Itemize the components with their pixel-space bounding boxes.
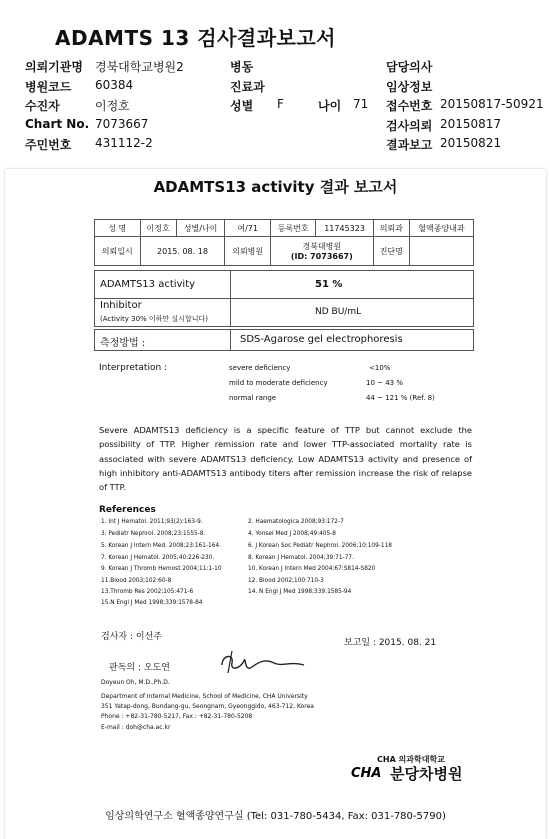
field-label-receipt-no: 접수번호 bbox=[386, 99, 433, 113]
info-cell bbox=[409, 237, 473, 266]
info-cell: 의뢰병원 bbox=[225, 237, 271, 266]
field-value-sex: F bbox=[277, 97, 284, 111]
field-value-hospital-code: 60384 bbox=[95, 78, 134, 92]
activity-label: ADAMTS13 activity bbox=[100, 279, 196, 290]
phone-fax: Phone : +82-31-780-5217, Fax : +82-31-780-5208 bbox=[101, 713, 253, 720]
info-cell: 11745323 bbox=[316, 220, 373, 237]
field-label-patient: 수진자 bbox=[25, 99, 60, 113]
reference-item: 10. Korean J Intern Med 2004;67:S814-S820 bbox=[248, 566, 376, 572]
report-footer: 임상의학연구소 혈액종양연구실 (Tel: 031-780-5434, Fax: 031-780-5790) bbox=[105, 811, 446, 822]
field-value-report-date: 20150821 bbox=[440, 136, 502, 150]
reference-item: 3. Pediatr Nephrol. 2008;23:1555-8. bbox=[101, 531, 206, 537]
field-label-chart-no: Chart No. bbox=[25, 117, 90, 131]
inhibitor-note: (Activity 30% 이하만 실시합니다) bbox=[100, 315, 208, 323]
inhibitor-value: ND BU/mL bbox=[315, 307, 362, 317]
info-cell: 혈액종양내과 bbox=[409, 220, 473, 237]
interp-mild-label: mild to moderate deficiency bbox=[229, 379, 328, 387]
info-cell: 진단명 bbox=[373, 237, 409, 266]
address-line: 351 Yatap-dong, Bundang-gu, Seongnam, Gyeonggido, 463-712, Korea bbox=[101, 703, 314, 710]
field-label-clinical-info: 임상정보 bbox=[386, 80, 433, 94]
info-cell: 의뢰과 bbox=[373, 220, 409, 237]
field-label-sex: 성별 bbox=[230, 99, 254, 113]
reference-item: 15.N Engl J Med 1998;339:1578-84 bbox=[101, 600, 203, 606]
field-label-department: 진료과 bbox=[230, 80, 265, 94]
field-label-request-date: 검사의뢰 bbox=[386, 119, 433, 133]
field-value-age: 71 bbox=[353, 97, 369, 111]
reference-item: 12. Blood 2002;100:710-3 bbox=[248, 578, 324, 584]
field-value-request-date: 20150817 bbox=[440, 117, 502, 131]
email: E-mail : doh@cha.ac.kr bbox=[101, 724, 171, 731]
logo-main: 분당차병원 bbox=[390, 765, 463, 783]
activity-value: 51 % bbox=[315, 279, 343, 290]
report-date: 보고일 : 2015. 08. 21 bbox=[344, 638, 437, 648]
field-label-ward: 병동 bbox=[230, 60, 254, 74]
reader: 판독의 : 오도연 bbox=[109, 663, 170, 673]
reference-item: 7. Korean J Hematol. 2005;40:226-230. bbox=[101, 555, 215, 561]
requesting-hospital: 경북대병원 bbox=[302, 242, 342, 251]
field-value-chart-no: 7073667 bbox=[95, 117, 149, 131]
info-cell: 2015. 08. 18 bbox=[140, 237, 225, 266]
field-label-institution: 의뢰기관명 bbox=[25, 60, 83, 74]
svg-text:CHA: CHA bbox=[351, 766, 381, 781]
interp-severe-label: severe deficiency bbox=[229, 364, 291, 372]
info-cell: 이정호 bbox=[140, 220, 176, 237]
field-value-receipt-no: 20150817-50921 bbox=[440, 97, 544, 111]
reference-item: 4. Yonsei Med J 2008;49:405-8 bbox=[248, 531, 336, 537]
address-line: Department of Internal Medicine, School of Medicine, CHA University bbox=[101, 693, 308, 700]
info-cell: 의뢰일시 bbox=[95, 237, 141, 266]
report-title: ADAMTS13 activity 결과 보고서 bbox=[153, 178, 398, 196]
reference-item: 13.Thromb Res 2002;105:471-6 bbox=[101, 589, 194, 595]
description-text: Severe ADAMTS13 deficiency is a specific feature of TTP but cannot exclude the possibility of TTP. Higher remission rate and lower TTP-associated mortality rate is associated with severe ADAMTS13 deficiency. Low ADAMTS13 activity and presence of high inhibitory anti-ADAMTS13 antibody titers after remission increase the risk of relapse of TTP. bbox=[99, 425, 472, 493]
interp-normal-value: 44 ~ 121 % (Ref. 8) bbox=[366, 394, 435, 402]
field-label-hospital-code: 병원코드 bbox=[25, 80, 72, 94]
doctor-name: Doyeun Oh, M.D.,Ph.D. bbox=[101, 679, 170, 686]
interp-normal-label: normal range bbox=[229, 394, 277, 402]
reference-item: 2. Haematologica 2008;93:172-7 bbox=[248, 519, 344, 525]
reference-item: 9. Korean J Thromb Hemost 2004;11:1-10 bbox=[101, 566, 222, 572]
field-value-institution: 경북대학교병원2 bbox=[95, 60, 184, 74]
report-page bbox=[5, 169, 546, 839]
info-cell: 여/71 bbox=[225, 220, 271, 237]
field-value-resident-no: 431112-2 bbox=[95, 136, 153, 150]
signature-image bbox=[218, 647, 308, 677]
reference-item: 14. N Engl J Med 1998;339:1585-94 bbox=[248, 589, 352, 595]
field-value-patient: 이정호 bbox=[95, 99, 130, 113]
field-label-age: 나이 bbox=[318, 99, 342, 113]
info-cell: 등록번호 bbox=[270, 220, 316, 237]
interp-mild-value: 10 ~ 43 % bbox=[366, 379, 404, 387]
logo-subtitle: CHA 의과학대학교 bbox=[377, 755, 445, 764]
field-label-resident-no: 주민번호 bbox=[25, 138, 72, 152]
field-label-doctor: 담당의사 bbox=[386, 60, 433, 74]
cha-logo-mark bbox=[351, 763, 381, 781]
results-box bbox=[94, 270, 474, 327]
method-value: SDS-Agarose gel electrophoresis bbox=[240, 334, 403, 345]
patient-info-table bbox=[94, 219, 474, 266]
interpretation-label: Interpretation : bbox=[99, 363, 168, 373]
field-label-report-date: 결과보고 bbox=[386, 138, 433, 152]
method-box bbox=[94, 329, 474, 351]
inhibitor-label: Inhibitor bbox=[100, 300, 142, 311]
reference-item: 11.Blood 2003;102:60-8 bbox=[101, 578, 172, 584]
reference-item: 6. J Korean Soc Pediatr Nephrol. 2006;10:109-118 bbox=[248, 543, 392, 549]
info-cell-hospital bbox=[270, 237, 373, 266]
document-title: ADAMTS 13 검사결과보고서 bbox=[55, 26, 337, 50]
interp-severe-value: <10% bbox=[369, 364, 391, 372]
references-title: References bbox=[99, 505, 156, 515]
info-cell: 성별/나이 bbox=[176, 220, 225, 237]
examiner: 검사자 : 이선주 bbox=[101, 632, 162, 642]
hospital-id: (ID: 7073667) bbox=[290, 252, 353, 261]
reference-item: 8. Korean J Hematol. 2004;39:71-77. bbox=[248, 555, 354, 561]
method-label: 측정방법 : bbox=[100, 338, 146, 349]
reference-item: 1. Int J Hematol. 2011;93(2):163-9. bbox=[101, 519, 203, 525]
reference-item: 5. Korean J Intern Med. 2008;23:161-164. bbox=[101, 543, 221, 549]
info-cell: 성 명 bbox=[95, 220, 141, 237]
